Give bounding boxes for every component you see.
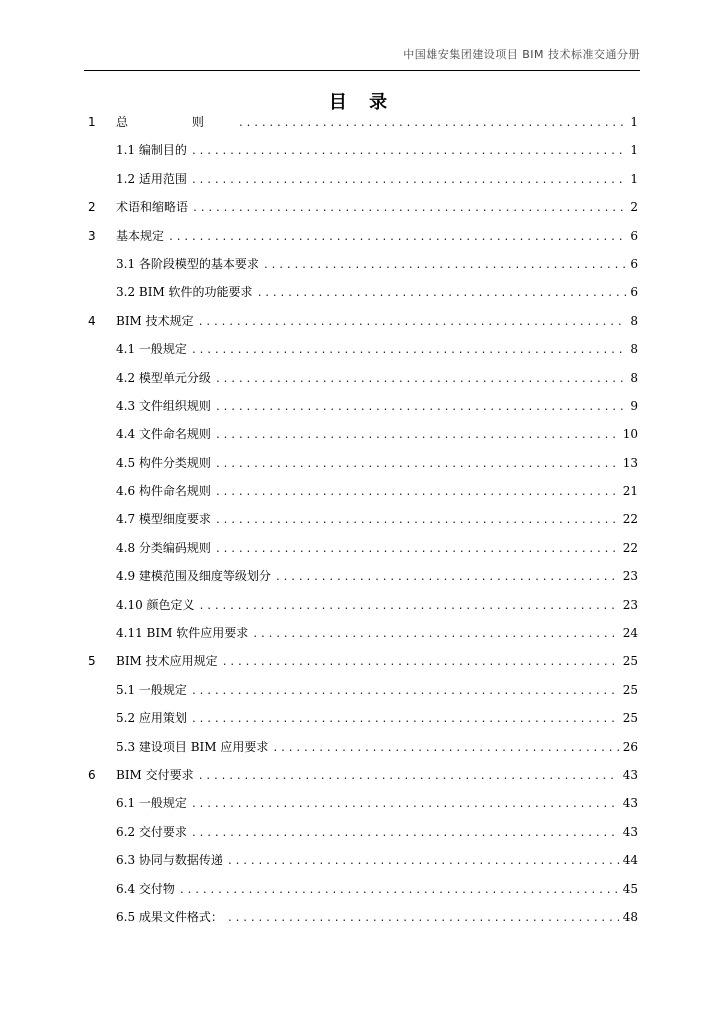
toc-chapter-number: 2 (88, 200, 96, 215)
toc-section-entry[interactable] (116, 396, 638, 418)
toc-page-number: 1 (630, 115, 638, 129)
toc-page-number: 1 (630, 143, 638, 158)
toc-section-entry[interactable] (116, 254, 638, 276)
toc-dot-leader (215, 483, 619, 503)
toc-page-number: 6 (630, 228, 638, 243)
toc-page-number: 23 (622, 597, 638, 612)
toc-page-number: 8 (630, 313, 638, 328)
toc-entry-label: 4.8 分类编码规则 (116, 540, 211, 555)
toc-page-number: 1 (630, 171, 638, 186)
toc-row (0, 453, 724, 481)
toc-section-entry[interactable] (116, 879, 638, 901)
toc-entry-label: 6.4 交付物 (116, 881, 175, 896)
toc-entry-label: 术语和缩略语 (116, 200, 189, 215)
toc-entry-label: 4.9 建模范围及细度等级划分 (116, 569, 271, 584)
toc-entry-label: BIM 交付要求 (116, 767, 194, 782)
toc-dot-leader (215, 370, 626, 390)
toc-page-number: 8 (630, 370, 638, 385)
toc-row (0, 339, 724, 367)
toc-row (0, 509, 724, 537)
toc-page-number: 48 (622, 909, 638, 924)
toc-page-number: 13 (622, 455, 638, 470)
toc-entry-label: BIM 技术规定 (116, 313, 194, 328)
toc-page-number: 43 (622, 796, 638, 811)
running-header: 中国雄安集团建设项目 BIM 技术标准交通分册 (403, 48, 640, 61)
toc-entry-label: 3.1 各阶段模型的基本要求 (116, 256, 259, 271)
toc-row (0, 311, 724, 339)
toc-row (0, 481, 724, 509)
toc-section-entry[interactable] (116, 708, 638, 730)
toc-entry-label: 6.2 交付要求 (116, 824, 187, 839)
toc-entry-label: 4.4 文件命名规则 (116, 427, 211, 442)
toc-page-number: 9 (630, 398, 638, 413)
toc-page-number: 26 (622, 739, 638, 754)
toc-section-entry[interactable] (116, 793, 638, 815)
toc-dot-leader (215, 426, 619, 446)
toc-section-entry[interactable] (116, 509, 638, 531)
toc-row (0, 765, 724, 793)
toc-dot-leader (222, 653, 619, 673)
toc-dot-leader (191, 795, 619, 815)
toc-section-entry[interactable] (116, 680, 638, 702)
toc-entry-label: 4.11 BIM 软件应用要求 (116, 626, 249, 641)
toc-row (0, 793, 724, 821)
toc-section-entry[interactable] (116, 850, 638, 872)
toc-row (0, 368, 724, 396)
toc-chapter-number: 1 (88, 115, 96, 129)
toc-dot-leader (215, 398, 626, 418)
toc-row (0, 282, 724, 310)
toc-section-entry[interactable] (116, 339, 638, 361)
toc-entry-label: 6.1 一般规定 (116, 796, 187, 811)
toc-dot-leader (257, 284, 627, 304)
toc-dot-leader (252, 625, 619, 645)
toc-chapter-number: 5 (88, 654, 96, 669)
toc-dot-leader (192, 199, 626, 219)
toc-entry-label: 4.1 一般规定 (116, 342, 187, 357)
toc-row (0, 396, 724, 424)
toc-entry-label: 5.3 建设项目 BIM 应用要求 (116, 739, 269, 754)
toc-dot-leader (191, 171, 626, 191)
toc-chapter-entry[interactable] (116, 197, 638, 219)
toc-entry-label: 基本规定 (116, 228, 165, 243)
toc-dot-leader (227, 909, 619, 929)
toc-page-number: 25 (622, 711, 638, 726)
toc-row (0, 822, 724, 850)
toc-entry-label: 6.3 协同与数据传递 (116, 853, 223, 868)
toc-dot-leader (272, 739, 618, 759)
toc-row (0, 226, 724, 254)
toc-row (0, 651, 724, 679)
toc-page-number: 10 (622, 427, 638, 442)
toc-page-number: 43 (622, 767, 638, 782)
toc-dot-leader (191, 682, 619, 702)
toc-row (0, 140, 724, 168)
toc-dot-leader (199, 597, 619, 617)
toc-section-entry[interactable] (116, 453, 638, 475)
toc-page-number: 44 (622, 853, 638, 868)
toc-section-entry[interactable] (116, 737, 638, 759)
toc-page-number: 8 (630, 342, 638, 357)
table-of-contents (0, 112, 724, 935)
toc-row (0, 850, 724, 878)
toc-section-entry[interactable] (116, 538, 638, 560)
toc-chapter-entry[interactable] (116, 112, 638, 134)
toc-dot-leader (215, 455, 619, 475)
toc-chapter-entry[interactable] (116, 651, 638, 673)
toc-dot-leader (227, 852, 619, 872)
toc-dot-leader (191, 824, 619, 844)
toc-entry-label: 4.10 颜色定义 (116, 597, 195, 612)
toc-page-number: 2 (630, 200, 638, 215)
toc-row (0, 737, 724, 765)
toc-entry-label: 总 则 (116, 115, 234, 129)
toc-chapter-entry[interactable] (116, 311, 638, 333)
toc-page-number: 25 (622, 654, 638, 669)
toc-row (0, 169, 724, 197)
toc-section-entry[interactable] (116, 169, 638, 191)
header-rule (84, 70, 640, 71)
toc-row (0, 254, 724, 282)
toc-row (0, 538, 724, 566)
toc-page-number: 43 (622, 824, 638, 839)
toc-page-number: 6 (630, 285, 638, 300)
toc-dot-leader (215, 511, 619, 531)
toc-dot-leader (215, 540, 619, 560)
toc-entry-label: 5.2 应用策划 (116, 711, 187, 726)
toc-section-entry[interactable] (116, 140, 638, 162)
toc-row (0, 197, 724, 225)
toc-row (0, 112, 724, 140)
toc-page-number: 21 (622, 484, 638, 499)
toc-section-entry[interactable] (116, 907, 638, 929)
toc-entry-label: 4.5 构件分类规则 (116, 455, 211, 470)
toc-entry-label: 3.2 BIM 软件的功能要求 (116, 285, 253, 300)
toc-section-entry[interactable] (116, 368, 638, 390)
toc-section-entry[interactable] (116, 282, 638, 304)
toc-page-number: 6 (630, 256, 638, 271)
toc-row (0, 680, 724, 708)
toc-dot-leader (198, 767, 619, 787)
toc-dot-leader (275, 568, 619, 588)
toc-section-entry[interactable] (116, 595, 638, 617)
toc-entry-label: 4.2 模型单元分级 (116, 370, 211, 385)
toc-row (0, 566, 724, 594)
toc-section-entry[interactable] (116, 566, 638, 588)
toc-page-number: 24 (622, 626, 638, 641)
toc-entry-label: 1.2 适用范围 (116, 171, 187, 186)
toc-dot-leader (191, 142, 626, 162)
toc-entry-label: 4.6 构件命名规则 (116, 484, 211, 499)
toc-entry-label: BIM 技术应用规定 (116, 654, 218, 669)
toc-row (0, 595, 724, 623)
toc-chapter-number: 4 (88, 313, 96, 328)
toc-dot-leader (168, 228, 626, 248)
toc-row (0, 907, 724, 935)
toc-section-entry[interactable] (116, 481, 638, 503)
toc-dot-leader (263, 256, 626, 276)
toc-page-number: 22 (622, 540, 638, 555)
toc-row (0, 424, 724, 452)
toc-title: 目 录 (328, 92, 396, 113)
toc-dot-leader (191, 710, 619, 730)
toc-chapter-number: 3 (88, 228, 96, 243)
toc-page-number: 23 (622, 569, 638, 584)
toc-chapter-number: 6 (88, 767, 96, 782)
toc-dot-leader (191, 341, 626, 361)
toc-row (0, 623, 724, 651)
toc-row (0, 708, 724, 736)
toc-row (0, 879, 724, 907)
toc-section-entry[interactable] (116, 424, 638, 446)
toc-page-number: 45 (622, 881, 638, 896)
toc-section-entry[interactable] (116, 623, 638, 645)
toc-chapter-entry[interactable] (116, 226, 638, 248)
toc-dot-leader (238, 114, 627, 134)
toc-entry-label: 4.3 文件组织规则 (116, 398, 211, 413)
toc-entry-label: 4.7 模型细度要求 (116, 512, 211, 527)
toc-section-entry[interactable] (116, 822, 638, 844)
toc-entry-label: 6.5 成果文件格式： (116, 909, 223, 924)
toc-page-number: 25 (622, 682, 638, 697)
toc-entry-label: 1.1 编制目的 (116, 143, 187, 158)
toc-page-number: 22 (622, 512, 638, 527)
toc-entry-label: 5.1 一般规定 (116, 682, 187, 697)
toc-dot-leader (198, 313, 627, 333)
toc-chapter-entry[interactable] (116, 765, 638, 787)
toc-dot-leader (179, 881, 619, 901)
